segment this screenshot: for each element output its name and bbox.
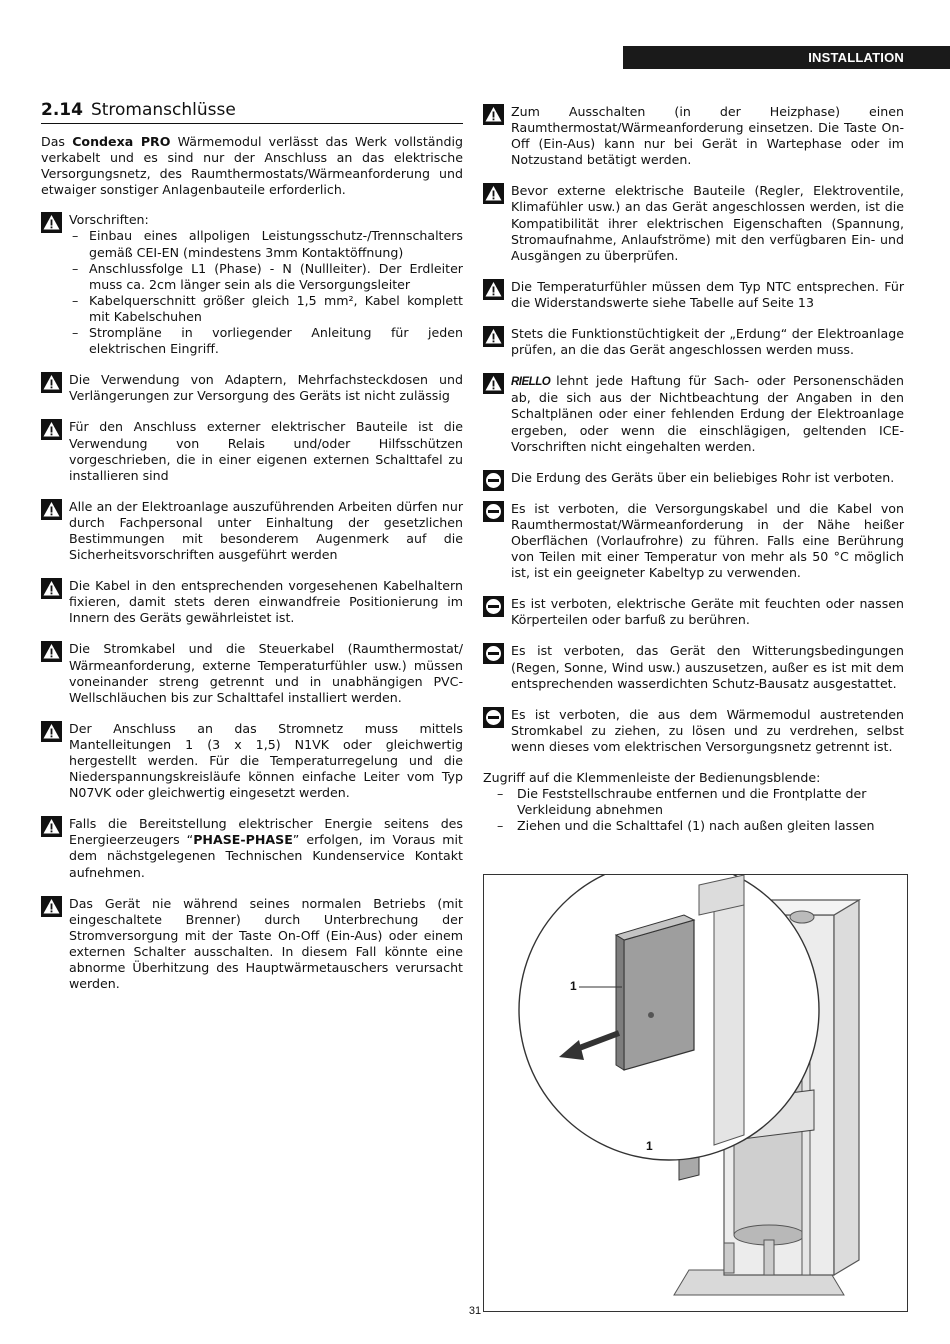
access-intro: Zugriff auf die Klemmenleiste der Bedienungsblende: bbox=[483, 770, 821, 785]
boiler-illustration bbox=[483, 874, 908, 1312]
note-text: Der Anschluss an das Stromnetz muss mittels Mantelleitungen 1 (3 x 1,5) N1VK oder gleichwertig hergestellt werden. Für die Temperaturregelung und die Niederspannungskreisläufe können einfache Leiter vom Typ N07VK oder gleichwertig eingesetzt werden. bbox=[69, 720, 463, 801]
warning-icon bbox=[41, 578, 64, 599]
warning-note bbox=[483, 326, 904, 358]
note-text: Die Erdung des Geräts über ein beliebiges Rohr ist verboten. bbox=[511, 469, 895, 485]
note-text: Falls die Bereitstellung elektrischer Energie seitens des Energieerzeugers “ bbox=[69, 816, 463, 848]
header-label: INSTALLATION bbox=[808, 50, 904, 65]
warning-icon bbox=[41, 641, 64, 662]
note-text: Bevor externe elektrische Bauteile (Regler, Elektroventile, Klimafühler usw.) an das Gerät angeschlossen werden, ist die Kompatibilität ihrer elektrischen Eigenschaften (Spannung, Stromaufnahme, Anlaufströme) mit den verfügbaren Ein- und Ausgängen zu überprüfen. bbox=[511, 183, 904, 263]
note-text: ” erfolgen, im Voraus mit dem nächstgelegenen Technischen Kundenservice Kontakt aufnehmen. bbox=[69, 832, 463, 880]
note-text: Die Stromkabel und die Steuerkabel (Raumthermostat/ Wärmeanforderung, externe Temperaturfühler usw.) müssen voneinander streng getrennt und in unabhängigen PVC-Wellschläuchen bis zur Schalttafel installiert werden. bbox=[69, 641, 463, 705]
prohibition-icon bbox=[483, 643, 506, 664]
prohibition-icon bbox=[483, 501, 506, 522]
warning-icon bbox=[41, 896, 64, 917]
list-item: – Anschlussfolge L1 (Phase) - N (Nullleiter). Der Erdleiter muss ca. 2cm länger sein als die Versorgungsleiter bbox=[69, 261, 463, 293]
warning-note-vorschriften bbox=[41, 212, 463, 357]
brand-name: Condexa PRO bbox=[72, 134, 171, 149]
pipe bbox=[724, 1243, 734, 1273]
note-text: Die Verwendung von Adaptern, Mehrfachsteckdosen und Verlängerungen zur Versorgung des Geräts ist nicht zulässig bbox=[69, 372, 463, 404]
warning-note bbox=[41, 499, 463, 563]
note-text: lehnt jede Haftung für Sach- oder Personenschäden ab, die sich aus der Nichtbeachtung der Angaben in den Schaltplänen oder einer fehlenden Erdung der Elektroanlage ergeben, oder wenn die einschlägigen, geltenden ICE-Vorschriften nicht eingehalten werden. bbox=[511, 373, 904, 454]
electrical-box bbox=[624, 920, 694, 1070]
warning-note bbox=[41, 721, 463, 801]
note-text: Das Gerät nie während seines normalen Betriebs (mit eingeschaltete Brenner) durch Unterbrechung der Stromversorgung mit der Taste On-Off (Ein-Aus) oder einem externen Schalter ausschalten. In diesem Fall könnte eine abnorme Überhitzung des Hauptwärmetauschers verursacht werden. bbox=[69, 895, 463, 992]
warning-note bbox=[41, 641, 463, 705]
prohibition-note bbox=[483, 596, 904, 628]
callout-label-top: 1 bbox=[570, 979, 577, 993]
detail-frame bbox=[714, 895, 744, 1145]
intro-prefix: Das bbox=[41, 134, 73, 149]
warning-icon bbox=[483, 326, 506, 347]
warning-note-riello bbox=[483, 373, 904, 454]
warning-note bbox=[483, 183, 904, 263]
phase-phase-term: PHASE-PHASE bbox=[193, 832, 293, 848]
prohibition-note bbox=[483, 643, 904, 691]
list-item: – Strompläne in vorliegender Anleitung für jeden elektrischen Eingriff. bbox=[69, 325, 463, 357]
prohibition-note bbox=[483, 501, 904, 581]
warning-icon bbox=[41, 721, 64, 742]
intro-text: Wärmemodul verlässt das Werk vollständig verkabelt und es sind nur der Anschluss an das elektrische Versorgungsnetz, des Raumthermostats/Wärmeanforderung und etwaiger sonstiger Anlagenbauteile erforderlich. bbox=[41, 134, 463, 198]
vorschriften-list bbox=[69, 228, 463, 357]
section-header-bar bbox=[623, 46, 950, 69]
flue-hole bbox=[790, 911, 814, 923]
note-text: Die Temperaturfühler müssen dem Typ NTC entsprechen. Für die Widerstandswerte siehe Tabelle auf Seite 13 bbox=[511, 278, 904, 310]
prohibition-note bbox=[483, 470, 904, 486]
riello-logo: RIELLO bbox=[511, 376, 551, 389]
vorschriften-title: Vorschriften: bbox=[69, 212, 149, 228]
right-column bbox=[483, 104, 904, 834]
section-number: 2.14 bbox=[41, 100, 83, 120]
note-text: Es ist verboten, die aus dem Wärmemodul austretenden Stromkabel zu ziehen, zu lösen und zu verdrehen, selbst wenn dieses vom elektrischen Versorgungsnetz getrennt ist. bbox=[511, 706, 904, 754]
list-item: – Einbau eines allpoligen Leistungsschutz-/Trennschalters gemäß CEI-EN (mindestens 3mm Kontaktöffnung) bbox=[69, 228, 463, 260]
warning-note bbox=[483, 104, 904, 168]
section-title bbox=[41, 100, 463, 124]
note-text: Alle an der Elektroanlage auszuführenden Arbeiten dürfen nur durch Fachpersonal unter Einhaltung der gesetzlichen Bestimmungen mit besonderem Augenmerk auf die Sicherheitsvorschriften ausgeführt werden bbox=[69, 498, 463, 563]
warning-icon bbox=[483, 279, 506, 300]
warning-icon bbox=[41, 372, 64, 393]
prohibition-icon bbox=[483, 707, 506, 728]
electrical-box-edge bbox=[616, 935, 624, 1070]
prohibition-icon bbox=[483, 596, 506, 617]
list-item: – Die Feststellschraube entfernen und die Frontplatte der Verkleidung abnehmen bbox=[491, 786, 904, 818]
prohibition-icon bbox=[483, 470, 506, 491]
warning-icon bbox=[41, 419, 64, 440]
list-item: – Ziehen und die Schalttafel (1) nach außen gleiten lassen bbox=[491, 818, 904, 834]
warning-icon bbox=[41, 499, 64, 520]
section-title-text: Stromanschlüsse bbox=[90, 100, 236, 120]
note-text: Es ist verboten, die Versorgungskabel und die Kabel von Raumthermostat/Wärmeanforderung in der Nähe heißer Oberflächen (Vorlaufrohre) zu führen. Falls eine Berührung von Teilen mit einer Temperatur von mehr als 50 °C möglich ist, ist ein geeigneter Kabeltyp zu verwenden. bbox=[511, 500, 904, 581]
page-number: 31 bbox=[468, 1305, 482, 1317]
warning-icon bbox=[483, 373, 506, 394]
intro-paragraph bbox=[41, 134, 463, 198]
warning-note bbox=[483, 279, 904, 311]
warning-icon bbox=[41, 212, 64, 233]
prohibition-note bbox=[483, 707, 904, 755]
access-steps bbox=[483, 786, 904, 834]
warning-icon bbox=[483, 104, 506, 125]
list-item: – Kabelquerschnitt größer gleich 1,5 mm², Kabel komplett mit Kabelschuhen bbox=[69, 293, 463, 325]
cabinet-side bbox=[834, 900, 859, 1275]
left-column bbox=[41, 98, 463, 1007]
warning-icon bbox=[483, 183, 506, 204]
note-text: Für den Anschluss externer elektrischer Bauteile ist die Verwendung von Relais und/oder Hilfsschützen vorgeschrieben, die in einer eigenen externen Schalttafel zu installieren sind bbox=[69, 419, 463, 483]
warning-note bbox=[41, 896, 463, 993]
note-text: Es ist verboten, das Gerät den Witterungsbedingungen (Regen, Sonne, Wind usw.) auszusetzen, außer es ist mit dem entsprechenden wasserdichten Schutz-Bausatz ausgestattet. bbox=[511, 643, 904, 691]
note-text: Stets die Funktionstüchtigkeit der „Erdung“ der Elektroanlage prüfen, an die das Gerät angeschlossen werden muss. bbox=[511, 326, 904, 358]
warning-icon bbox=[41, 816, 64, 837]
warning-note bbox=[41, 578, 463, 626]
callout-label-bottom: 1 bbox=[646, 1139, 653, 1153]
pipe bbox=[764, 1240, 774, 1275]
note-text: Zum Ausschalten (in der Heizphase) einen Raumthermostat/Wärmeanforderung einsetzen. Die Taste On-Off (Ein-Aus) kann nur bei Gerät in Wartephase oder im Notzustand betätigt werden. bbox=[511, 104, 904, 168]
warning-note-phase bbox=[41, 816, 463, 880]
box-screw bbox=[648, 1012, 654, 1018]
warning-note bbox=[41, 419, 463, 483]
boiler-drawing bbox=[484, 875, 908, 1312]
warning-note bbox=[41, 372, 463, 404]
note-text: Es ist verboten, elektrische Geräte mit feuchten oder nassen Körperteilen oder barfuß zu berühren. bbox=[511, 596, 904, 628]
note-text: Die Kabel in den entsprechenden vorgesehenen Kabelhaltern fixieren, damit stets deren einwandfreie Positionierung im Innern des Geräts gewährleistet ist. bbox=[69, 578, 463, 626]
